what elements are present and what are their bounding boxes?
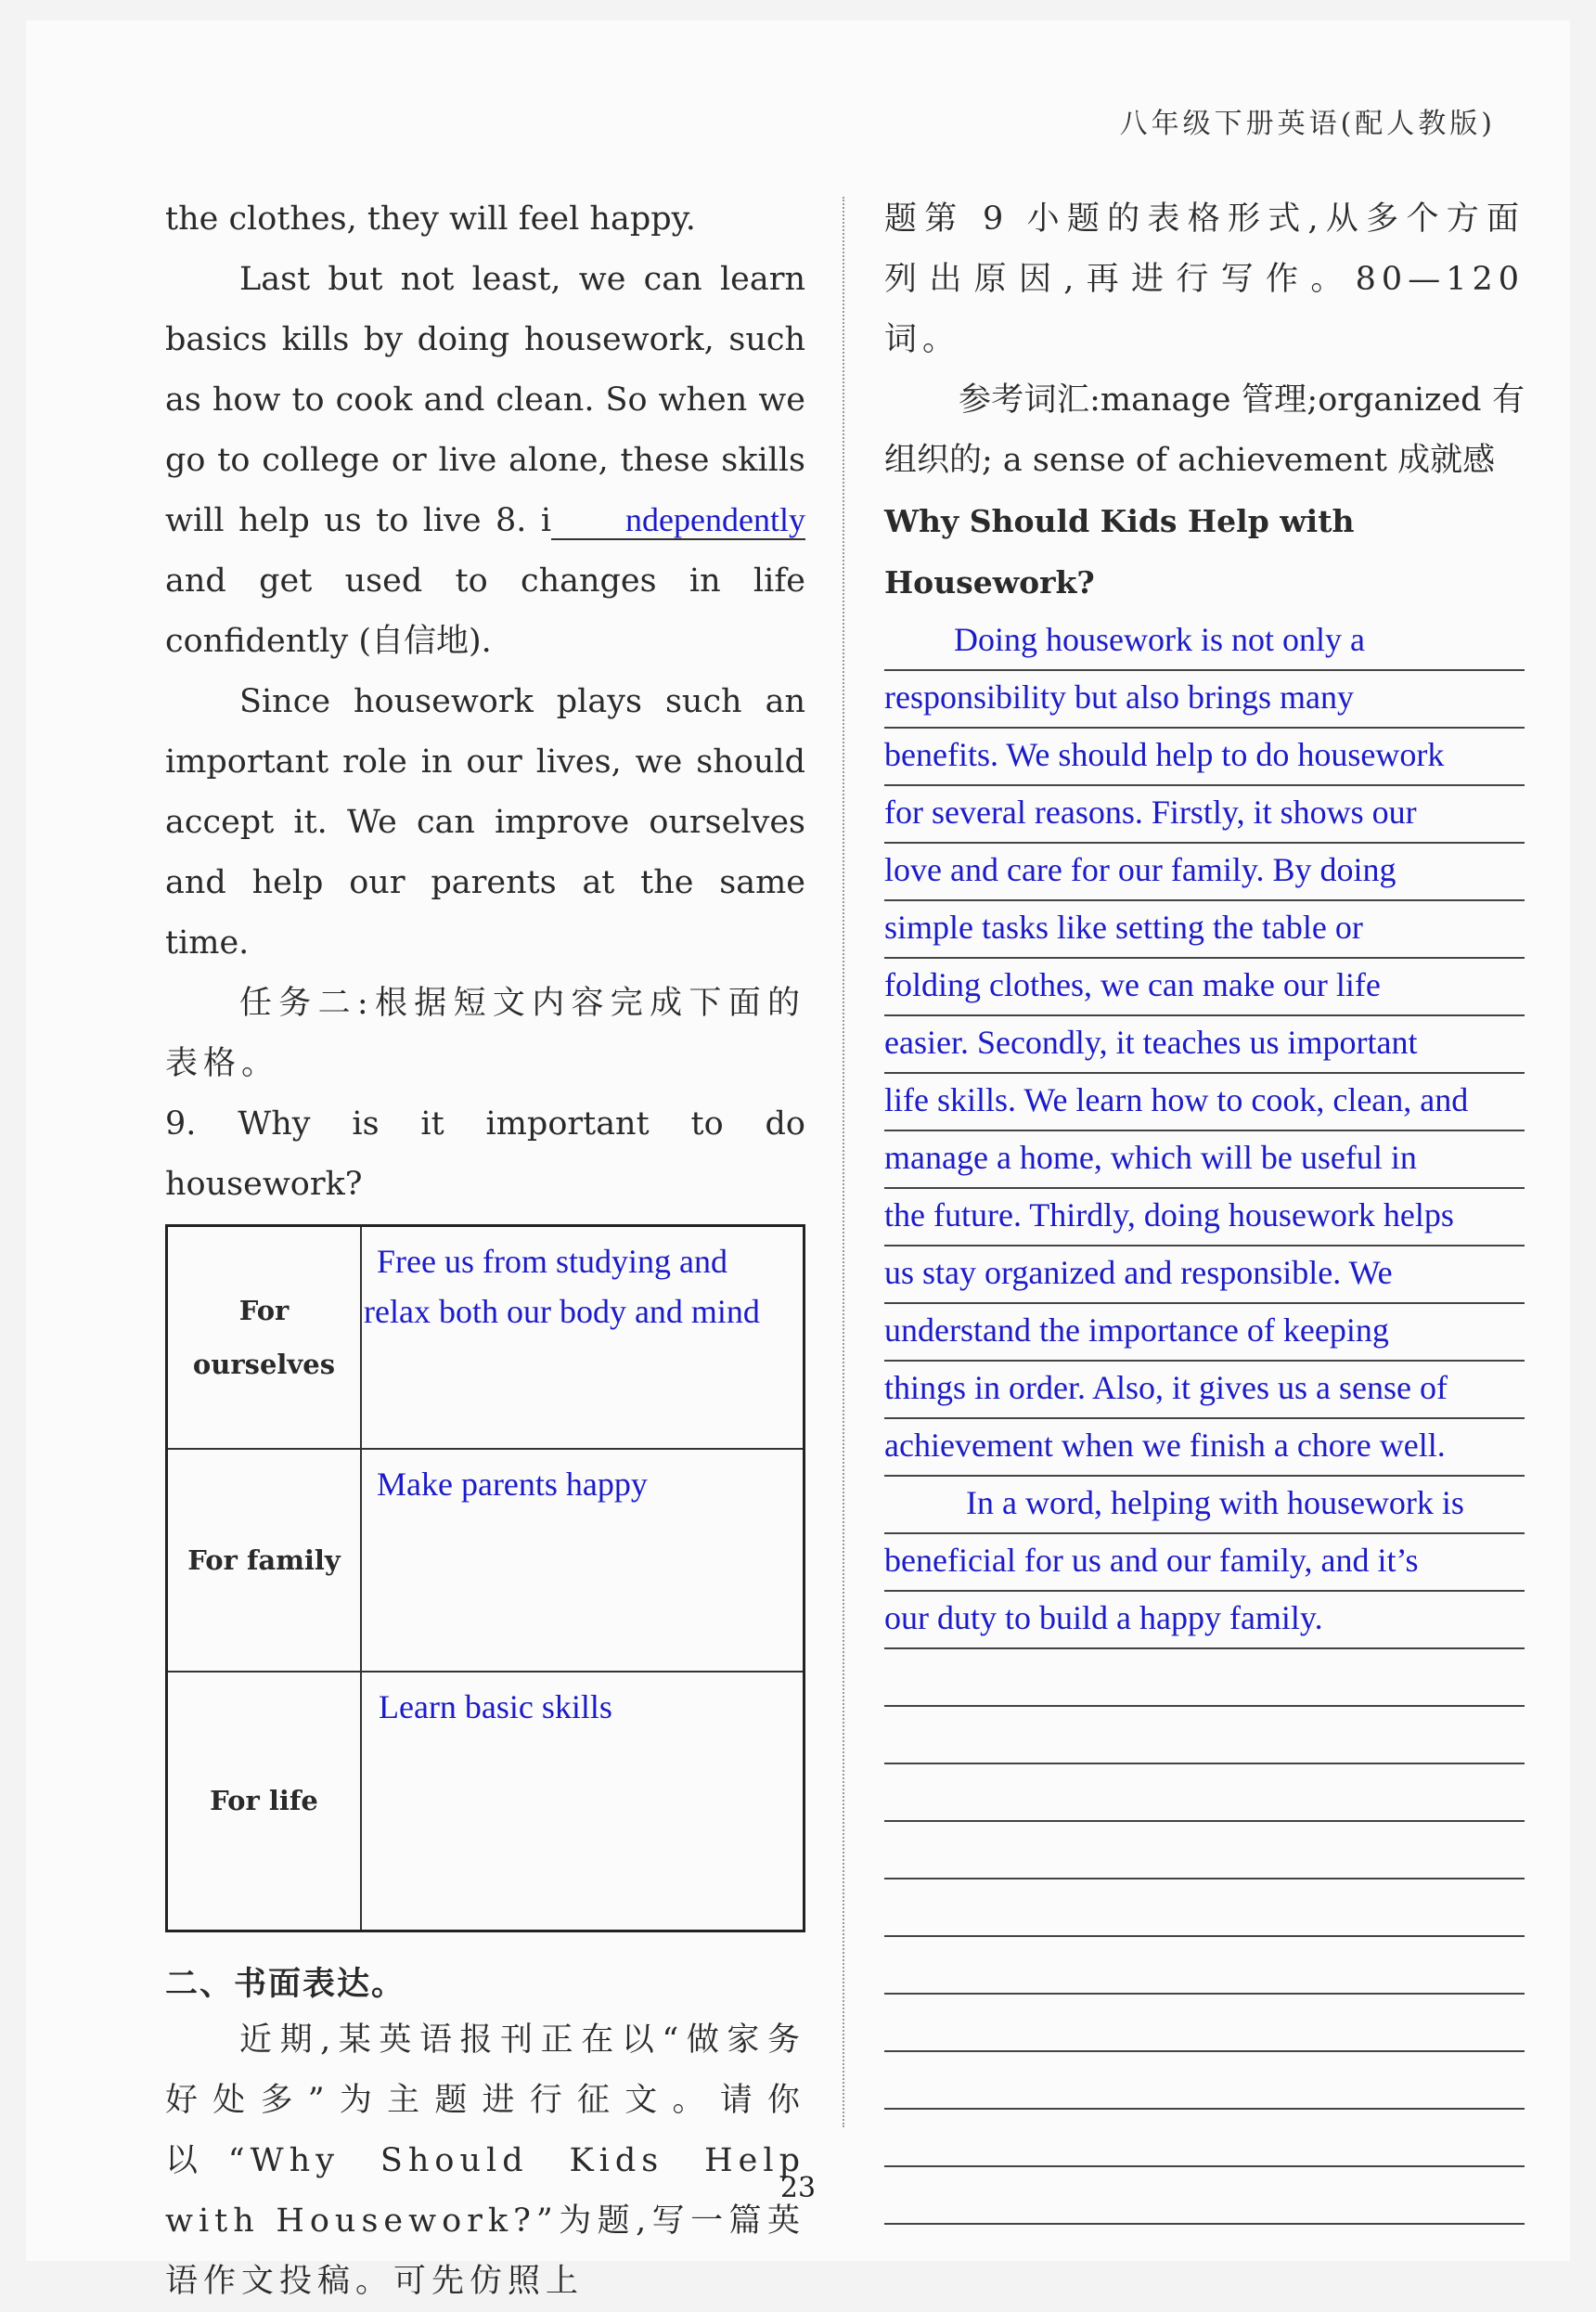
row-label <box>167 1226 362 1449</box>
section-title-writing: 二、书面表达。 <box>165 1965 406 2003</box>
answer-line: Free us from studying and <box>377 1243 727 1280</box>
essay-line[interactable] <box>884 1995 1525 2052</box>
essay-line[interactable]: responsibility but also brings many <box>884 671 1525 729</box>
essay-line[interactable] <box>884 2052 1525 2110</box>
essay-line[interactable]: life skills. We learn how to cook, clean, and <box>884 1074 1525 1131</box>
answer-line: Make parents happy <box>377 1465 648 1503</box>
page-header: 八年级下册英语(配人教版) <box>1119 108 1496 140</box>
essay-lines[interactable] <box>884 614 1525 2225</box>
essay-line[interactable]: folding clothes, we can make our life <box>884 959 1525 1016</box>
essay-line[interactable] <box>884 1649 1525 1707</box>
left-column <box>165 189 805 2312</box>
reading-paragraph-3: Since housework plays such an important role in our lives, we should accept it. We can improve ourselves and help our parents at the same time. <box>165 683 805 962</box>
essay-line[interactable]: for several reasons. Firstly, it shows our <box>884 786 1525 844</box>
row-label <box>167 1449 362 1672</box>
reasons-table <box>165 1224 805 1932</box>
essay-line[interactable] <box>884 1764 1525 1822</box>
answer-line: Learn basic skills <box>379 1687 612 1725</box>
essay-line[interactable]: In a word, helping with housework is <box>884 1477 1525 1534</box>
essay-line[interactable]: manage a home, which will be useful in <box>884 1131 1525 1189</box>
essay-line[interactable]: things in order. Also, it gives us a sense of <box>884 1362 1525 1419</box>
row-answer[interactable] <box>361 1672 804 1931</box>
writing-prompt-continued: 题第 9 小题的表格形式,从多个方面列出原因,再进行写作。80—120 词。 <box>884 200 1525 358</box>
blank-8-answer[interactable]: ndependently <box>551 501 805 540</box>
essay-line[interactable]: beneficial for us and our family, and it’s <box>884 1534 1525 1592</box>
essay-line[interactable]: understand the importance of keeping <box>884 1304 1525 1362</box>
essay-line[interactable]: easier. Secondly, it teaches us important <box>884 1016 1525 1074</box>
reading-paragraph-2 <box>165 250 805 672</box>
vocabulary-hint: 参考词汇:manage 管理;organized 有组织的; a sense of achievement 成就感 <box>884 381 1525 479</box>
reading-paragraph-1: the clothes, they will feel happy. <box>165 200 696 238</box>
right-column <box>884 189 1525 2225</box>
row-label-line: For <box>238 1294 290 1326</box>
essay-line[interactable] <box>884 1937 1525 1995</box>
table-row <box>167 1449 804 1672</box>
row-label-line: ourselves <box>192 1348 336 1380</box>
paragraph-2-text: Last but not least, we can learn basics kills by doing housework, such as how to cook and clean. So when we go to college or live alone, these skills will help us to live 8. i <box>165 261 805 539</box>
row-label <box>167 1672 362 1931</box>
writing-prompt: 近期,某英语报刊正在以“做家务 好处多”为主题进行征文。请你以“Why Should Kids Help with Housework?”为题,写一篇英语作文投稿。可先仿照上 <box>165 2021 805 2300</box>
essay-line[interactable]: the future. Thirdly, doing housework helps <box>884 1189 1525 1246</box>
row-label-line: For family <box>187 1543 341 1576</box>
table-row <box>167 1226 804 1449</box>
workbook-page <box>26 20 1570 2300</box>
essay-line[interactable]: simple tasks like setting the table or <box>884 901 1525 959</box>
table-row <box>167 1672 804 1931</box>
essay-line[interactable]: benefits. We should help to do housework <box>884 729 1525 786</box>
essay-line[interactable] <box>884 1822 1525 1879</box>
paragraph-2-text-after: and get used to changes in life confidently (自信地). <box>165 562 805 660</box>
essay-line[interactable]: achievement when we finish a chore well. <box>884 1419 1525 1477</box>
question-9: 9. Why is it important to do housework? <box>165 1105 805 1203</box>
row-label-line: For life <box>210 1785 318 1817</box>
task-two-instruction: 任务二:根据短文内容完成下面的表格。 <box>165 985 805 1082</box>
answer-line: relax both our body and mind <box>364 1293 760 1330</box>
column-divider <box>843 197 844 2127</box>
page-number: 23 <box>779 2172 817 2204</box>
row-answer[interactable] <box>361 1226 804 1449</box>
essay-line[interactable] <box>884 2110 1525 2167</box>
essay-line[interactable]: us stay organized and responsible. We <box>884 1246 1525 1304</box>
essay-line[interactable] <box>884 1879 1525 1937</box>
essay-title: Why Should Kids Help with Housework? <box>884 503 1355 601</box>
essay-line[interactable]: our duty to build a happy family. <box>884 1592 1525 1649</box>
essay-line[interactable] <box>884 1707 1525 1764</box>
essay-line[interactable]: love and care for our family. By doing <box>884 844 1525 901</box>
row-answer[interactable] <box>361 1449 804 1672</box>
essay-line[interactable]: Doing housework is not only a <box>884 614 1525 671</box>
